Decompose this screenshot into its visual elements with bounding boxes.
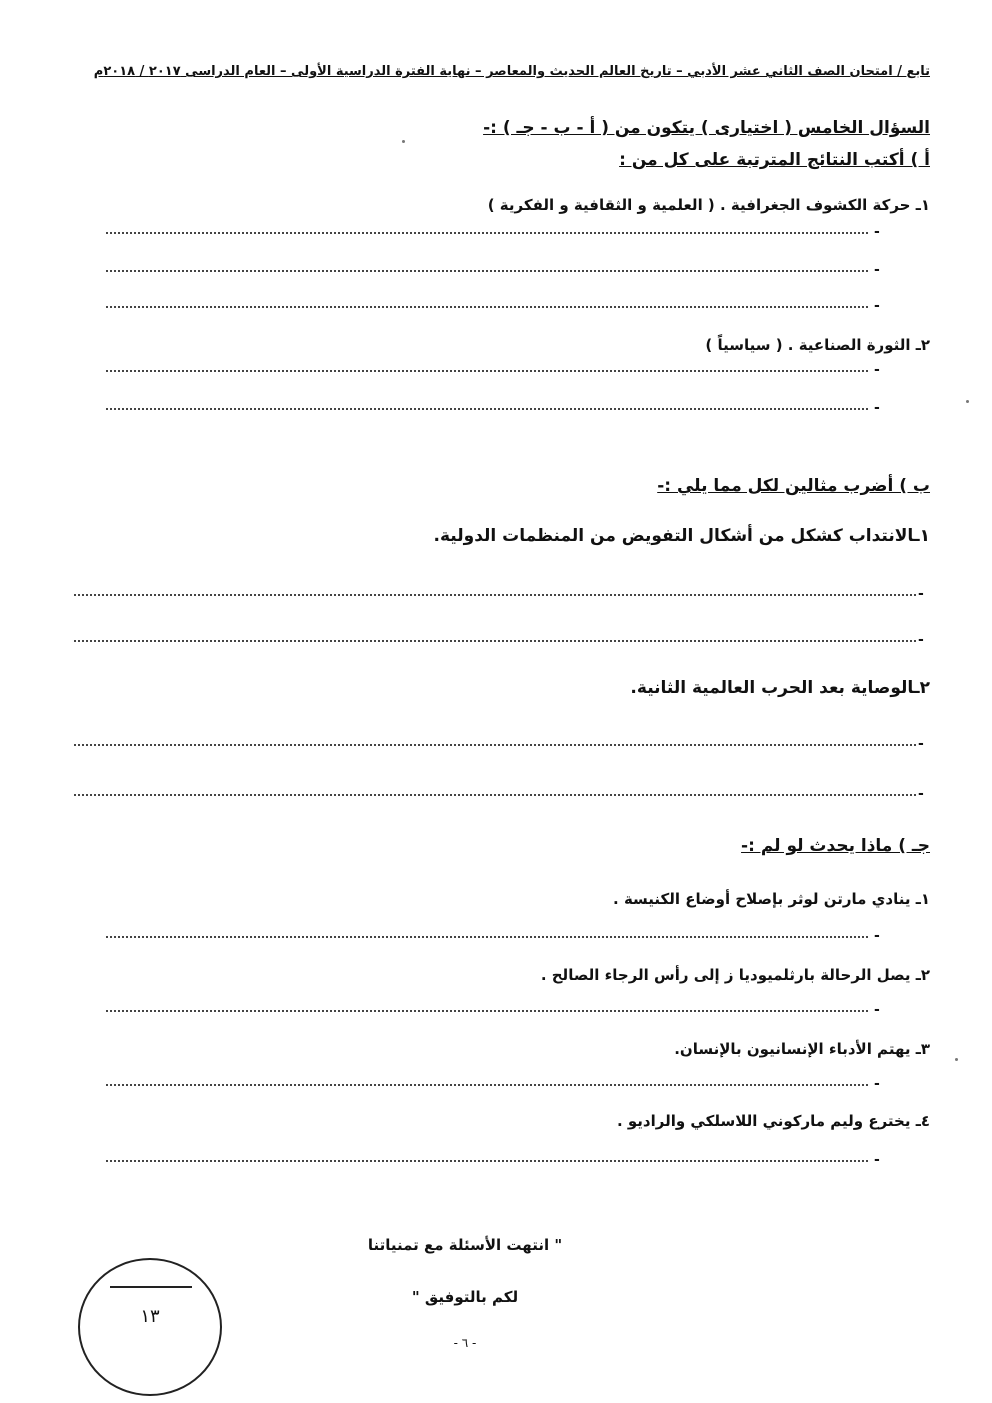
- grade-circle: [78, 1258, 222, 1396]
- closing-line-1: " انتهت الأسئلة مع تمنياتنا: [367, 1236, 563, 1254]
- answer-dash: -: [874, 1076, 880, 1092]
- part-c-item-3: ٣ـ يهتم الأدباء الإنسانيون بالإنسان.: [674, 1040, 930, 1058]
- answer-line: [106, 232, 868, 234]
- page-number: - ٦ -: [453, 1336, 477, 1350]
- answer-line: [74, 640, 916, 642]
- part-a-item-2: ٢ـ الثورة الصناعية . ( سياسياً ): [705, 336, 930, 354]
- answer-line: [106, 1010, 868, 1012]
- answer-line: [106, 408, 868, 410]
- scan-speck: [402, 140, 405, 143]
- answer-dash: -: [918, 786, 924, 802]
- answer-dash: -: [918, 736, 924, 752]
- answer-line: [106, 1084, 868, 1086]
- answer-dash: -: [874, 224, 880, 240]
- answer-line: [106, 270, 868, 272]
- answer-dash: -: [918, 632, 924, 648]
- answer-dash: -: [874, 1002, 880, 1018]
- answer-dash: -: [874, 298, 880, 314]
- closing-line-2: لكم بالتوفيق ": [411, 1288, 519, 1306]
- answer-line: [74, 594, 916, 596]
- answer-dash: -: [874, 928, 880, 944]
- answer-dash: -: [874, 400, 880, 416]
- part-c-title: جـ ) ماذا يحدث لو لم :-: [741, 836, 930, 856]
- part-c-item-1: ١ـ ينادي مارتن لوثر بإصلاح أوضاع الكنيسة .: [613, 890, 930, 908]
- part-c-item-2: ٢ـ يصل الرحالة بارثلميوديا ز إلى رأس الرجاء الصالح .: [540, 966, 930, 984]
- grade-divider: [110, 1286, 192, 1288]
- exam-header: تابع / امتحان الصف الثاني عشر الأدبي – تاريخ العالم الحديث والمعاصر – نهاية الفترة الدراسية الأولى – العام الدراسى ٢٠١٧ / ٢٠١٨م: [93, 64, 930, 79]
- grade-total: ١٣: [140, 1306, 160, 1327]
- answer-dash: -: [874, 362, 880, 378]
- part-b-item-1: ١ـالانتداب كشكل من أشكال التفويض من المنظمات الدولية.: [433, 526, 930, 546]
- part-b-item-2: ٢ـالوصاية بعد الحرب العالمية الثانية.: [630, 678, 930, 698]
- answer-line: [106, 936, 868, 938]
- answer-dash: -: [874, 262, 880, 278]
- question-5-title: السؤال الخامس ( اختيارى ) يتكون من ( أ - ب - جـ ) :-: [483, 118, 930, 138]
- answer-line: [106, 1160, 868, 1162]
- answer-line: [106, 370, 868, 372]
- part-a-item-1: ١ـ حركة الكشوف الجغرافية . ( العلمية و الثقافية و الفكرية ): [487, 196, 930, 214]
- answer-line: [74, 794, 916, 796]
- answer-line: [74, 744, 916, 746]
- scan-speck: [966, 400, 969, 403]
- part-b-title: ب ) أضرب مثالين لكل مما يلي :-: [657, 476, 930, 496]
- answer-dash: -: [874, 1152, 880, 1168]
- part-c-item-4: ٤ـ يخترع وليم ماركوني اللاسلكي والراديو .: [616, 1112, 930, 1130]
- answer-dash: -: [918, 586, 924, 602]
- answer-line: [106, 306, 868, 308]
- scan-speck: [955, 1058, 958, 1061]
- part-a-title: أ ) أكتب النتائج المترتبة على كل من :: [619, 150, 930, 170]
